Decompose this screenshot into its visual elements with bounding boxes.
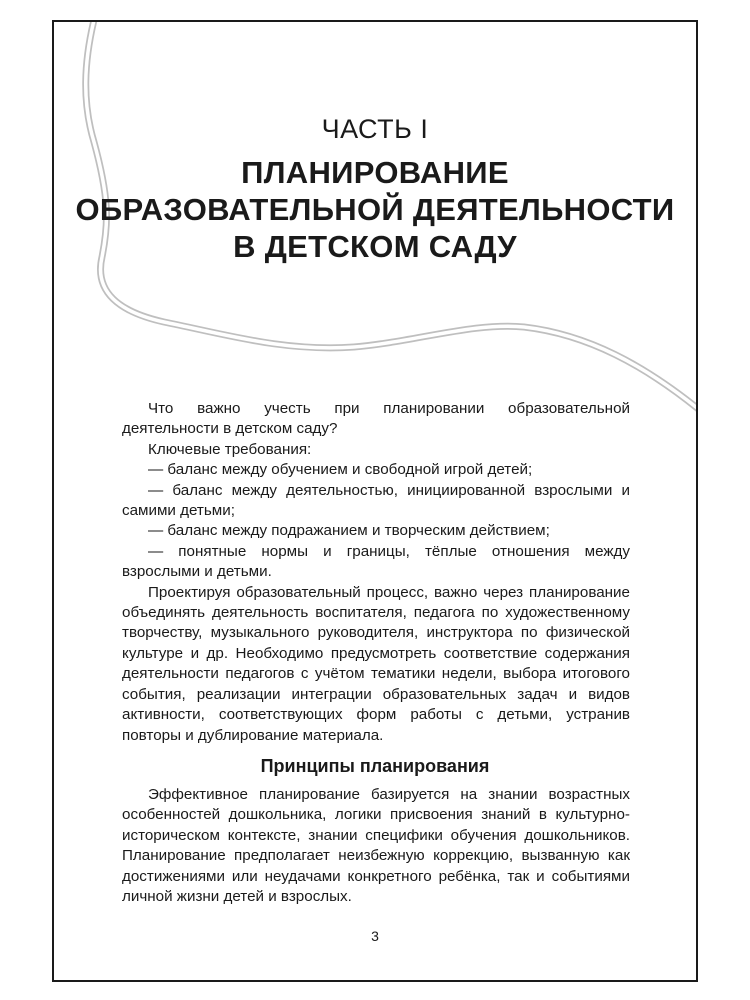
section-heading: Принципы планирования — [260, 756, 490, 776]
page-number: 3 — [371, 928, 379, 944]
chapter-title-line-3: В ДЕТСКОМ САДУ — [233, 229, 517, 264]
chapter-title-line-1: ПЛАНИРОВАНИЕ — [241, 155, 509, 190]
list-item: — баланс между подражанием и творческим действием; — [148, 522, 550, 540]
list-item: — баланс между обучением и свободной игрой детей; — [148, 461, 533, 479]
part-label: ЧАСТЬ I — [321, 114, 429, 144]
list-item: — понятные нормы и границы, тёплые отношения между взрослыми и детьми. — [122, 542, 630, 581]
intro-text — [122, 399, 630, 746]
chapter-title-line-2: ОБРАЗОВАТЕЛЬНОЙ ДЕЯТЕЛЬНОСТИ — [75, 192, 675, 227]
list-item: — баланс между деятельностью, инициированной взрослыми и самими детьми; — [122, 481, 630, 520]
paragraph: Ключевые требования: — [148, 440, 312, 458]
paragraph: Проектируя образовательный процесс, важно через планирование объединять деятельность воспитателя, педагога по художественному творчеству, музыкального руководителя, инструктора по физической культуре и др. Необходимо предусмотреть соответствие содержания деятельности педагогов с учётом тематики недели, выбора итогового события, реализации интеграции образовательных задач и видов активности, соответствующих форм работы с детьми, устранив повторы и дублирование материала. — [122, 583, 630, 744]
chapter-title — [54, 154, 696, 265]
paragraph: Эффективное планирование базируется на знании возрастных особенностей дошкольника, логики присвоения знаний в культурно-историческом контексте, знании специфики обучения дошкольников. Планирование предполагает неизбежную коррекцию, вызванную как достижениями или неудачами конкретного ребёнка, так и событиями личной жизни детей и взрослых. — [122, 786, 630, 906]
paragraph: Что важно учесть при планировании образовательной деятельности в детском саду? — [122, 400, 630, 438]
section-text — [122, 785, 630, 907]
page-frame — [52, 20, 698, 982]
